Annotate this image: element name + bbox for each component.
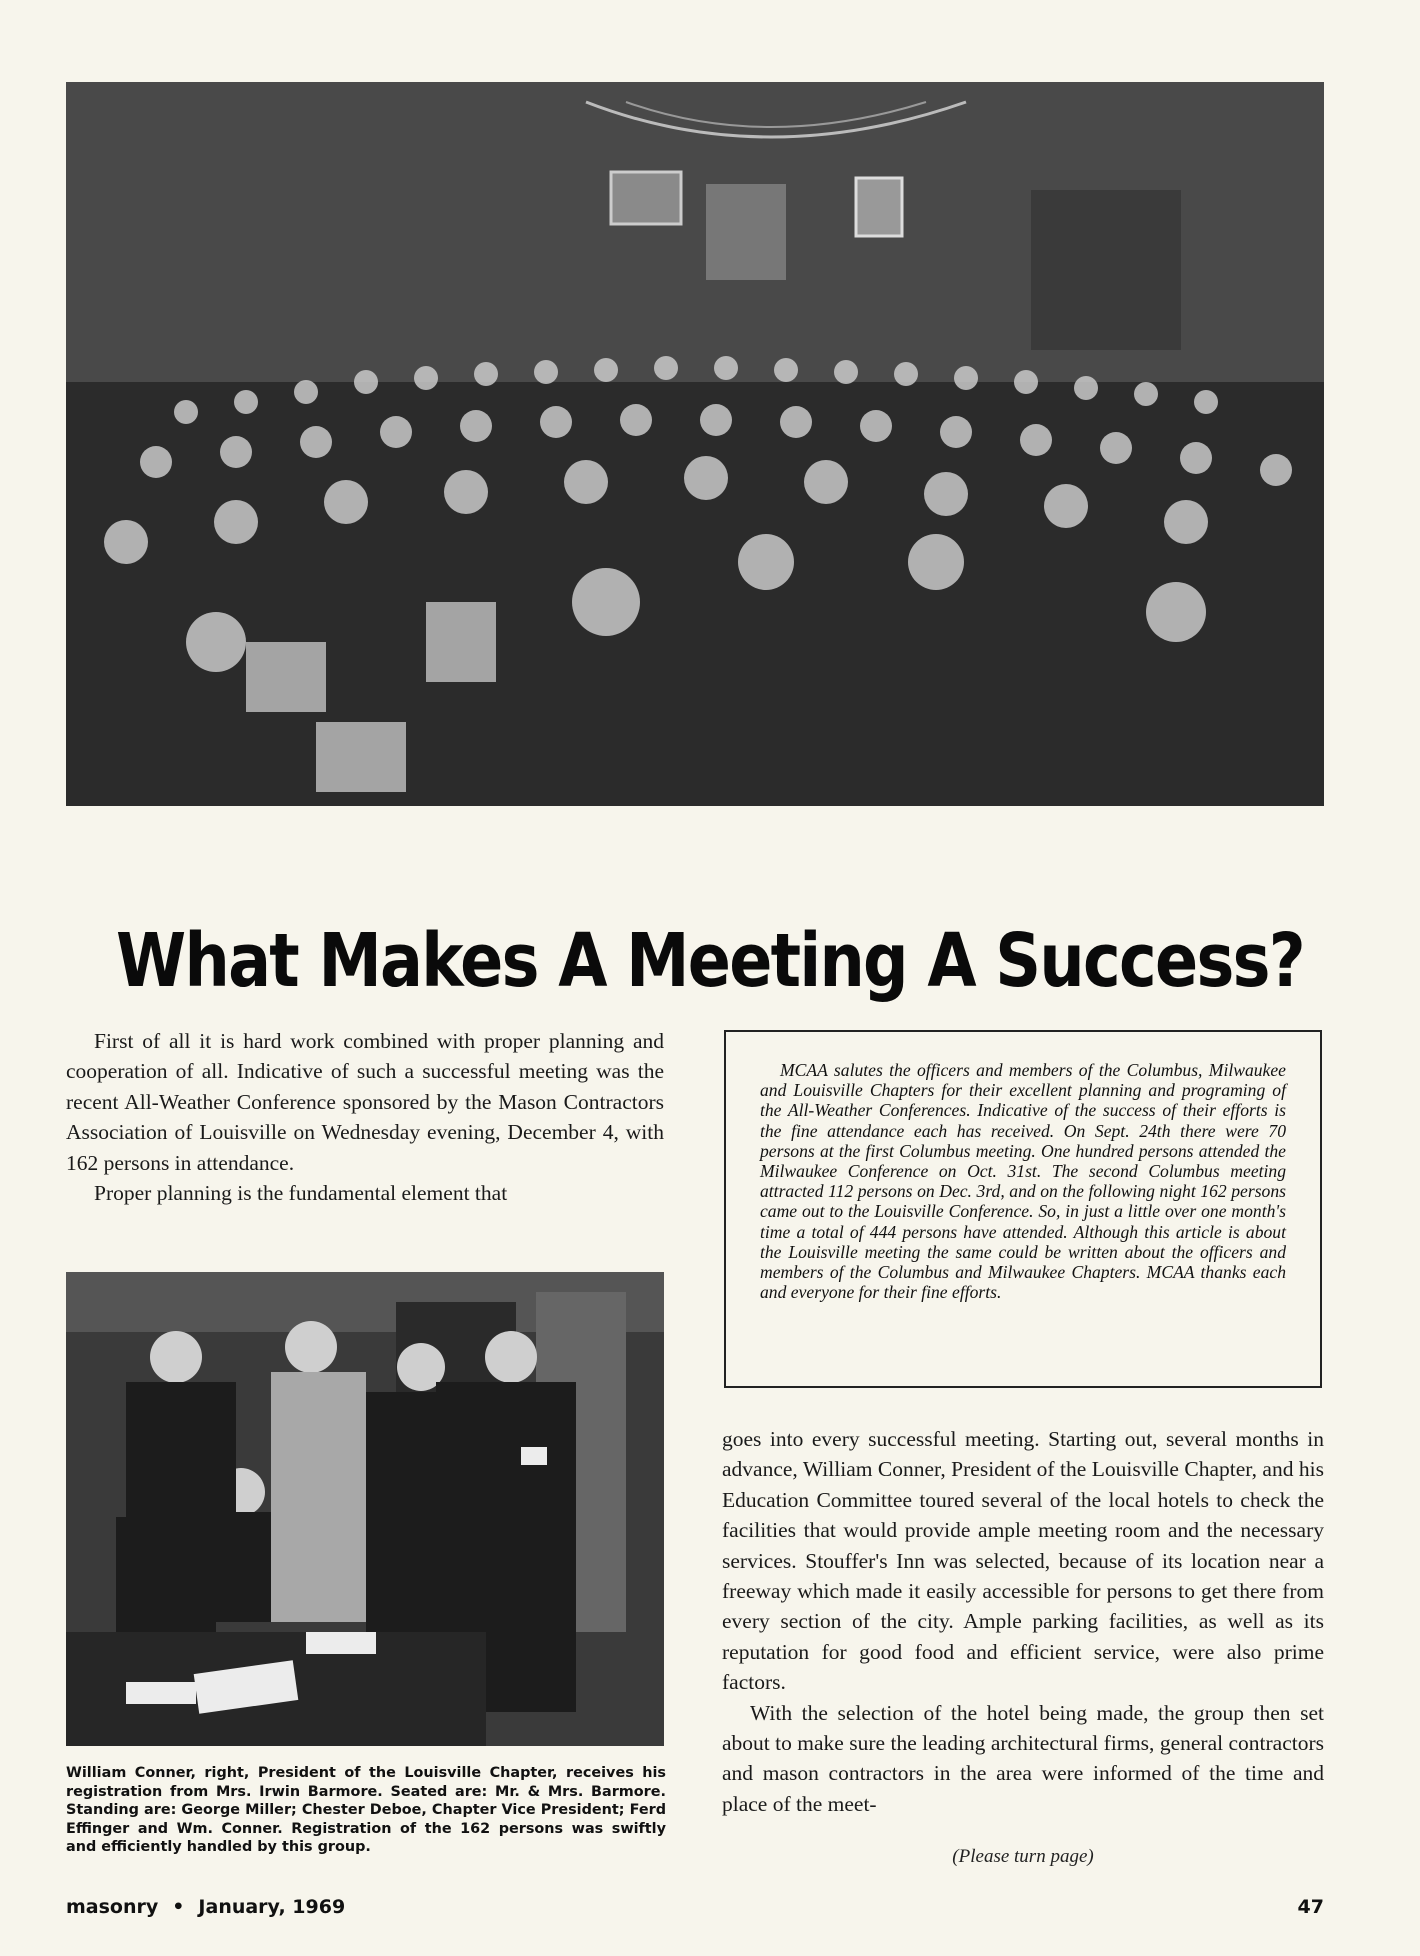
body-paragraph: With the selection of the hotel being made, the group then set about to make sure the leading architectural firms, general contractors and mason contractors in the area were informed of the time and place of the meet- xyxy=(722,1700,1324,1816)
photo-caption: William Conner, right, President of the Louisville Chapter, receives his registration from Mrs. Irwin Barmore. Seated are: Mr. & Mrs. Barmore. Standing are: George Miller; Chester Deboe, Chapter Vice President; Ferd Effinger and Wm. Conner. Registration of the 162 persons was swiftly and efficiently handled by this group. xyxy=(66,1765,666,1856)
registration-photo xyxy=(66,1272,664,1746)
article-body-left xyxy=(66,1026,664,1208)
audience-photo xyxy=(66,82,1324,806)
sidebar-text: MCAA salutes the officers and members of the Columbus, Milwaukee and Louisville Chapters for their excellent planning and programing of the All-Weather Conferences. Indicative of the success of their efforts is the fine attendance each has received. On Sept. 24th there were 70 persons at the first Columbus meeting. One hundred persons attended the Milwaukee Conference on Oct. 31st. The second Columbus meeting attracted 112 persons on Dec. 3rd, and on the following night 162 persons came out to the Louisville Conference. So, in just a little over one month's time a total of 444 persons have attended. Although this article is about the Louisville meeting the same could be written about the officers and members of the Columbus and Milwaukee Chapters. MCAA thanks each and everyone for their fine efforts. xyxy=(760,1060,1286,1303)
mcaa-salute-box xyxy=(724,1030,1322,1388)
body-paragraph: First of all it is hard work combined with proper planning and cooperation of all. Indicative of such a successful meeting was the recent All-Weather Conference sponsored by the Mason Contractors Association of Louisville on Wednesday evening, December 4, with 162 persons in attendance. xyxy=(66,1029,664,1175)
article-title: What Makes A Meeting A Success? xyxy=(116,917,1304,1004)
footer-publication xyxy=(66,1896,345,1918)
body-paragraph: goes into every successful meeting. Starting out, several months in advance, William Conner, President of the Louisville Chapter, and his Education Committee toured several of the local hotels to check the facilities that would provide ample meeting room and the necessary services. Stouffer's Inn was selected, because of its location near a freeway which made it easily accessible for persons to get there from every section of the city. Ample parking facilities, as well as its reputation for good food and efficient service, were also prime factors. xyxy=(722,1427,1324,1695)
body-paragraph: Proper planning is the fundamental element that xyxy=(94,1181,508,1206)
continued-notice: (Please turn page) xyxy=(952,1846,1094,1867)
publication-name: masonry xyxy=(66,1896,159,1918)
article-body-right xyxy=(722,1424,1324,1819)
bullet-separator: • xyxy=(172,1896,185,1918)
issue-date: January, 1969 xyxy=(198,1896,346,1918)
page-number: 47 xyxy=(1297,1896,1324,1918)
